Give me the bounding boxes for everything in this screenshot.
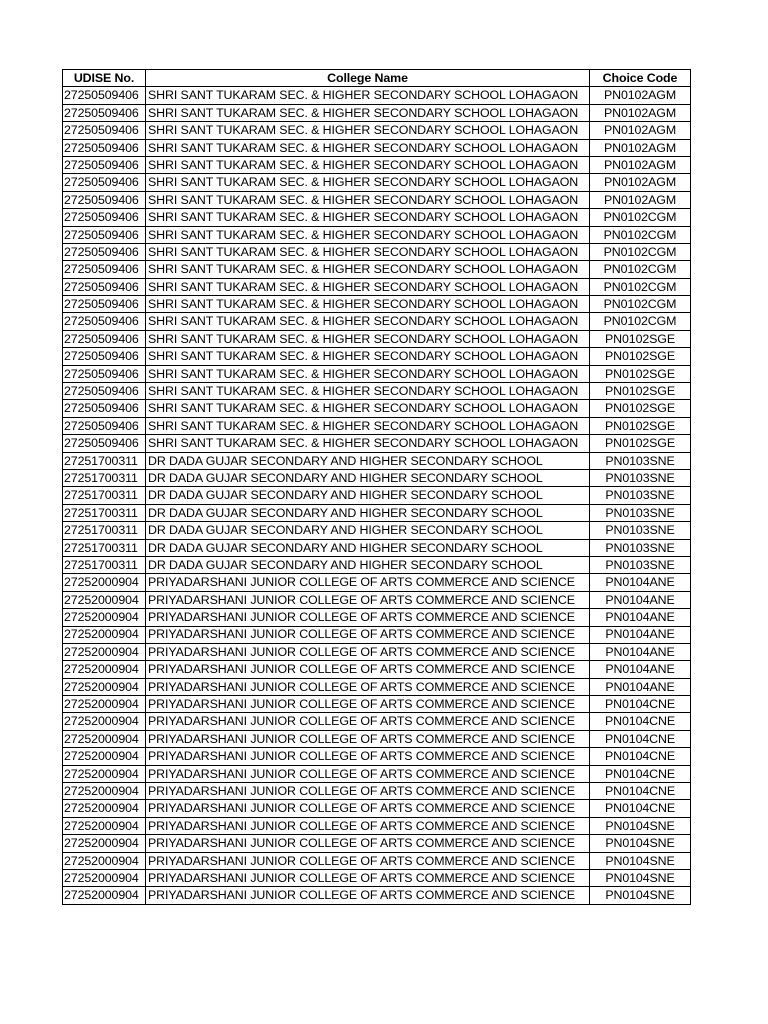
- choice-code-cell: PN0104CNE: [590, 765, 691, 782]
- udise-cell: 27250509406: [63, 383, 146, 400]
- table-row: [63, 713, 691, 730]
- table-row: [63, 278, 691, 295]
- college-name-cell: PRIYADARSHANI JUNIOR COLLEGE OF ARTS COMMERCE AND SCIENCE: [146, 852, 590, 869]
- udise-cell: 27250509406: [63, 174, 146, 191]
- choice-code-cell: PN0102AGM: [590, 156, 691, 173]
- choice-code-cell: PN0104SNE: [590, 869, 691, 886]
- college-name-cell: PRIYADARSHANI JUNIOR COLLEGE OF ARTS COMMERCE AND SCIENCE: [146, 730, 590, 747]
- header-college-name: College Name: [146, 70, 590, 87]
- udise-cell: 27252000904: [63, 643, 146, 660]
- college-name-cell: PRIYADARSHANI JUNIOR COLLEGE OF ARTS COMMERCE AND SCIENCE: [146, 800, 590, 817]
- college-name-cell: PRIYADARSHANI JUNIOR COLLEGE OF ARTS COMMERCE AND SCIENCE: [146, 661, 590, 678]
- college-name-cell: PRIYADARSHANI JUNIOR COLLEGE OF ARTS COMMERCE AND SCIENCE: [146, 887, 590, 904]
- college-name-cell: DR DADA GUJAR SECONDARY AND HIGHER SECONDARY SCHOOL: [146, 504, 590, 521]
- udise-cell: 27250509406: [63, 209, 146, 226]
- table-row: [63, 748, 691, 765]
- table-row: [63, 869, 691, 886]
- header-udise: UDISE No.: [63, 70, 146, 87]
- table-row: [63, 643, 691, 660]
- udise-cell: 27251700311: [63, 556, 146, 573]
- table-row: [63, 122, 691, 139]
- college-name-cell: DR DADA GUJAR SECONDARY AND HIGHER SECONDARY SCHOOL: [146, 539, 590, 556]
- udise-cell: 27252000904: [63, 783, 146, 800]
- udise-cell: 27250509406: [63, 330, 146, 347]
- table-row: [63, 800, 691, 817]
- table-row: [63, 678, 691, 695]
- choice-code-cell: PN0104ANE: [590, 609, 691, 626]
- choice-code-cell: PN0102CGM: [590, 278, 691, 295]
- choice-code-cell: PN0102CGM: [590, 226, 691, 243]
- choice-code-cell: PN0103SNE: [590, 522, 691, 539]
- choice-code-cell: PN0104CNE: [590, 696, 691, 713]
- college-name-cell: SHRI SANT TUKARAM SEC. & HIGHER SECONDARY SCHOOL LOHAGAON: [146, 313, 590, 330]
- college-name-cell: PRIYADARSHANI JUNIOR COLLEGE OF ARTS COMMERCE AND SCIENCE: [146, 748, 590, 765]
- choice-code-cell: PN0104ANE: [590, 574, 691, 591]
- table-row: [63, 313, 691, 330]
- choice-code-cell: PN0102SGE: [590, 417, 691, 434]
- college-name-cell: SHRI SANT TUKARAM SEC. & HIGHER SECONDARY SCHOOL LOHAGAON: [146, 417, 590, 434]
- college-name-cell: PRIYADARSHANI JUNIOR COLLEGE OF ARTS COMMERCE AND SCIENCE: [146, 591, 590, 608]
- choice-code-cell: PN0104ANE: [590, 661, 691, 678]
- table-row: [63, 383, 691, 400]
- udise-cell: 27252000904: [63, 800, 146, 817]
- college-name-cell: SHRI SANT TUKARAM SEC. & HIGHER SECONDARY SCHOOL LOHAGAON: [146, 348, 590, 365]
- udise-cell: 27251700311: [63, 522, 146, 539]
- udise-cell: 27252000904: [63, 887, 146, 904]
- table-row: [63, 591, 691, 608]
- table-row: [63, 156, 691, 173]
- table-row: [63, 226, 691, 243]
- choice-code-cell: PN0103SNE: [590, 452, 691, 469]
- table-row: [63, 104, 691, 121]
- table-row: [63, 574, 691, 591]
- table-row: [63, 191, 691, 208]
- table-row: [63, 330, 691, 347]
- table-row: [63, 556, 691, 573]
- choice-code-cell: PN0103SNE: [590, 504, 691, 521]
- choice-code-cell: PN0103SNE: [590, 487, 691, 504]
- udise-cell: 27250509406: [63, 122, 146, 139]
- choice-code-cell: PN0102SGE: [590, 365, 691, 382]
- choice-code-cell: PN0103SNE: [590, 556, 691, 573]
- udise-cell: 27251700311: [63, 487, 146, 504]
- college-name-cell: SHRI SANT TUKARAM SEC. & HIGHER SECONDARY SCHOOL LOHAGAON: [146, 87, 590, 104]
- udise-cell: 27252000904: [63, 591, 146, 608]
- udise-cell: 27250509406: [63, 87, 146, 104]
- udise-cell: 27250509406: [63, 139, 146, 156]
- udise-cell: 27252000904: [63, 730, 146, 747]
- choice-code-cell: PN0104CNE: [590, 783, 691, 800]
- college-name-cell: SHRI SANT TUKARAM SEC. & HIGHER SECONDARY SCHOOL LOHAGAON: [146, 226, 590, 243]
- college-name-cell: SHRI SANT TUKARAM SEC. & HIGHER SECONDARY SCHOOL LOHAGAON: [146, 383, 590, 400]
- choice-code-cell: PN0102CGM: [590, 209, 691, 226]
- college-name-cell: PRIYADARSHANI JUNIOR COLLEGE OF ARTS COMMERCE AND SCIENCE: [146, 574, 590, 591]
- choice-code-cell: PN0104SNE: [590, 817, 691, 834]
- table-body: [63, 87, 691, 904]
- table-row: [63, 435, 691, 452]
- college-name-cell: SHRI SANT TUKARAM SEC. & HIGHER SECONDARY SCHOOL LOHAGAON: [146, 400, 590, 417]
- college-name-cell: SHRI SANT TUKARAM SEC. & HIGHER SECONDARY SCHOOL LOHAGAON: [146, 174, 590, 191]
- college-name-cell: DR DADA GUJAR SECONDARY AND HIGHER SECONDARY SCHOOL: [146, 522, 590, 539]
- choice-code-cell: PN0104ANE: [590, 678, 691, 695]
- udise-cell: 27250509406: [63, 435, 146, 452]
- table-header: [63, 70, 691, 87]
- choice-code-cell: PN0102SGE: [590, 330, 691, 347]
- table-row: [63, 139, 691, 156]
- college-name-cell: PRIYADARSHANI JUNIOR COLLEGE OF ARTS COMMERCE AND SCIENCE: [146, 783, 590, 800]
- college-name-cell: SHRI SANT TUKARAM SEC. & HIGHER SECONDARY SCHOOL LOHAGAON: [146, 330, 590, 347]
- table-row: [63, 261, 691, 278]
- udise-cell: 27250509406: [63, 348, 146, 365]
- college-name-cell: PRIYADARSHANI JUNIOR COLLEGE OF ARTS COMMERCE AND SCIENCE: [146, 626, 590, 643]
- college-name-cell: SHRI SANT TUKARAM SEC. & HIGHER SECONDARY SCHOOL LOHAGAON: [146, 104, 590, 121]
- college-choice-table: [62, 69, 691, 905]
- college-name-cell: PRIYADARSHANI JUNIOR COLLEGE OF ARTS COMMERCE AND SCIENCE: [146, 835, 590, 852]
- table-row: [63, 243, 691, 260]
- college-name-cell: PRIYADARSHANI JUNIOR COLLEGE OF ARTS COMMERCE AND SCIENCE: [146, 817, 590, 834]
- table-row: [63, 817, 691, 834]
- udise-cell: 27252000904: [63, 765, 146, 782]
- college-name-cell: PRIYADARSHANI JUNIOR COLLEGE OF ARTS COMMERCE AND SCIENCE: [146, 869, 590, 886]
- udise-cell: 27250509406: [63, 296, 146, 313]
- table-row: [63, 609, 691, 626]
- table-row: [63, 487, 691, 504]
- choice-code-cell: PN0102CGM: [590, 261, 691, 278]
- college-name-cell: PRIYADARSHANI JUNIOR COLLEGE OF ARTS COMMERCE AND SCIENCE: [146, 678, 590, 695]
- udise-cell: 27251700311: [63, 504, 146, 521]
- choice-code-cell: PN0104SNE: [590, 887, 691, 904]
- udise-cell: 27252000904: [63, 869, 146, 886]
- choice-code-cell: PN0102CGM: [590, 296, 691, 313]
- college-name-cell: SHRI SANT TUKARAM SEC. & HIGHER SECONDARY SCHOOL LOHAGAON: [146, 156, 590, 173]
- udise-cell: 27251700311: [63, 469, 146, 486]
- choice-code-cell: PN0104ANE: [590, 643, 691, 660]
- choice-code-cell: PN0102CGM: [590, 313, 691, 330]
- choice-code-cell: PN0102SGE: [590, 435, 691, 452]
- udise-cell: 27250509406: [63, 365, 146, 382]
- choice-code-cell: PN0103SNE: [590, 469, 691, 486]
- table-row: [63, 296, 691, 313]
- college-name-cell: PRIYADARSHANI JUNIOR COLLEGE OF ARTS COMMERCE AND SCIENCE: [146, 643, 590, 660]
- table-row: [63, 765, 691, 782]
- table-row: [63, 469, 691, 486]
- header-choice-code: Choice Code: [590, 70, 691, 87]
- udise-cell: 27252000904: [63, 626, 146, 643]
- choice-code-cell: PN0102AGM: [590, 87, 691, 104]
- udise-cell: 27250509406: [63, 243, 146, 260]
- college-name-cell: DR DADA GUJAR SECONDARY AND HIGHER SECONDARY SCHOOL: [146, 452, 590, 469]
- college-name-cell: DR DADA GUJAR SECONDARY AND HIGHER SECONDARY SCHOOL: [146, 487, 590, 504]
- table-row: [63, 87, 691, 104]
- udise-cell: 27252000904: [63, 713, 146, 730]
- choice-code-cell: PN0102SGE: [590, 400, 691, 417]
- udise-cell: 27250509406: [63, 226, 146, 243]
- college-name-cell: SHRI SANT TUKARAM SEC. & HIGHER SECONDARY SCHOOL LOHAGAON: [146, 122, 590, 139]
- college-name-cell: PRIYADARSHANI JUNIOR COLLEGE OF ARTS COMMERCE AND SCIENCE: [146, 609, 590, 626]
- udise-cell: 27252000904: [63, 748, 146, 765]
- udise-cell: 27252000904: [63, 661, 146, 678]
- choice-code-cell: PN0102AGM: [590, 139, 691, 156]
- choice-code-cell: PN0102AGM: [590, 191, 691, 208]
- college-name-cell: SHRI SANT TUKARAM SEC. & HIGHER SECONDARY SCHOOL LOHAGAON: [146, 139, 590, 156]
- choice-code-cell: PN0104CNE: [590, 730, 691, 747]
- udise-cell: 27252000904: [63, 609, 146, 626]
- table-row: [63, 452, 691, 469]
- udise-cell: 27250509406: [63, 104, 146, 121]
- choice-code-cell: PN0103SNE: [590, 539, 691, 556]
- table-row: [63, 365, 691, 382]
- table-row: [63, 522, 691, 539]
- table-row: [63, 348, 691, 365]
- choice-code-cell: PN0104ANE: [590, 626, 691, 643]
- udise-cell: 27250509406: [63, 278, 146, 295]
- udise-cell: 27250509406: [63, 261, 146, 278]
- choice-code-cell: PN0102AGM: [590, 104, 691, 121]
- college-name-cell: SHRI SANT TUKARAM SEC. & HIGHER SECONDARY SCHOOL LOHAGAON: [146, 278, 590, 295]
- choice-code-cell: PN0102SGE: [590, 348, 691, 365]
- header-row: [63, 70, 691, 87]
- table-row: [63, 400, 691, 417]
- table-row: [63, 835, 691, 852]
- college-name-cell: SHRI SANT TUKARAM SEC. & HIGHER SECONDARY SCHOOL LOHAGAON: [146, 209, 590, 226]
- table-row: [63, 539, 691, 556]
- choice-code-cell: PN0102AGM: [590, 122, 691, 139]
- table-row: [63, 661, 691, 678]
- college-name-cell: SHRI SANT TUKARAM SEC. & HIGHER SECONDARY SCHOOL LOHAGAON: [146, 243, 590, 260]
- udise-cell: 27252000904: [63, 817, 146, 834]
- udise-cell: 27251700311: [63, 452, 146, 469]
- table-row: [63, 504, 691, 521]
- udise-cell: 27250509406: [63, 191, 146, 208]
- table-row: [63, 209, 691, 226]
- table-row: [63, 417, 691, 434]
- choice-code-cell: PN0104CNE: [590, 713, 691, 730]
- udise-cell: 27250509406: [63, 156, 146, 173]
- table-row: [63, 730, 691, 747]
- choice-code-cell: PN0104SNE: [590, 852, 691, 869]
- table-row: [63, 887, 691, 904]
- college-name-cell: PRIYADARSHANI JUNIOR COLLEGE OF ARTS COMMERCE AND SCIENCE: [146, 713, 590, 730]
- udise-cell: 27252000904: [63, 678, 146, 695]
- choice-code-cell: PN0104CNE: [590, 748, 691, 765]
- choice-code-cell: PN0102CGM: [590, 243, 691, 260]
- choice-code-cell: PN0102AGM: [590, 174, 691, 191]
- college-name-cell: SHRI SANT TUKARAM SEC. & HIGHER SECONDARY SCHOOL LOHAGAON: [146, 435, 590, 452]
- choice-code-cell: PN0104CNE: [590, 800, 691, 817]
- college-name-cell: DR DADA GUJAR SECONDARY AND HIGHER SECONDARY SCHOOL: [146, 469, 590, 486]
- udise-cell: 27252000904: [63, 852, 146, 869]
- udise-cell: 27252000904: [63, 574, 146, 591]
- college-name-cell: DR DADA GUJAR SECONDARY AND HIGHER SECONDARY SCHOOL: [146, 556, 590, 573]
- table-row: [63, 626, 691, 643]
- udise-cell: 27250509406: [63, 400, 146, 417]
- college-name-cell: PRIYADARSHANI JUNIOR COLLEGE OF ARTS COMMERCE AND SCIENCE: [146, 765, 590, 782]
- table-row: [63, 174, 691, 191]
- choice-code-cell: PN0104SNE: [590, 835, 691, 852]
- udise-cell: 27252000904: [63, 696, 146, 713]
- college-name-cell: PRIYADARSHANI JUNIOR COLLEGE OF ARTS COMMERCE AND SCIENCE: [146, 696, 590, 713]
- college-name-cell: SHRI SANT TUKARAM SEC. & HIGHER SECONDARY SCHOOL LOHAGAON: [146, 261, 590, 278]
- choice-code-cell: PN0102SGE: [590, 383, 691, 400]
- college-name-cell: SHRI SANT TUKARAM SEC. & HIGHER SECONDARY SCHOOL LOHAGAON: [146, 191, 590, 208]
- choice-code-cell: PN0104ANE: [590, 591, 691, 608]
- table-row: [63, 852, 691, 869]
- udise-cell: 27251700311: [63, 539, 146, 556]
- college-name-cell: SHRI SANT TUKARAM SEC. & HIGHER SECONDARY SCHOOL LOHAGAON: [146, 296, 590, 313]
- table-row: [63, 696, 691, 713]
- udise-cell: 27250509406: [63, 417, 146, 434]
- udise-cell: 27252000904: [63, 835, 146, 852]
- table-row: [63, 783, 691, 800]
- college-name-cell: SHRI SANT TUKARAM SEC. & HIGHER SECONDARY SCHOOL LOHAGAON: [146, 365, 590, 382]
- udise-cell: 27250509406: [63, 313, 146, 330]
